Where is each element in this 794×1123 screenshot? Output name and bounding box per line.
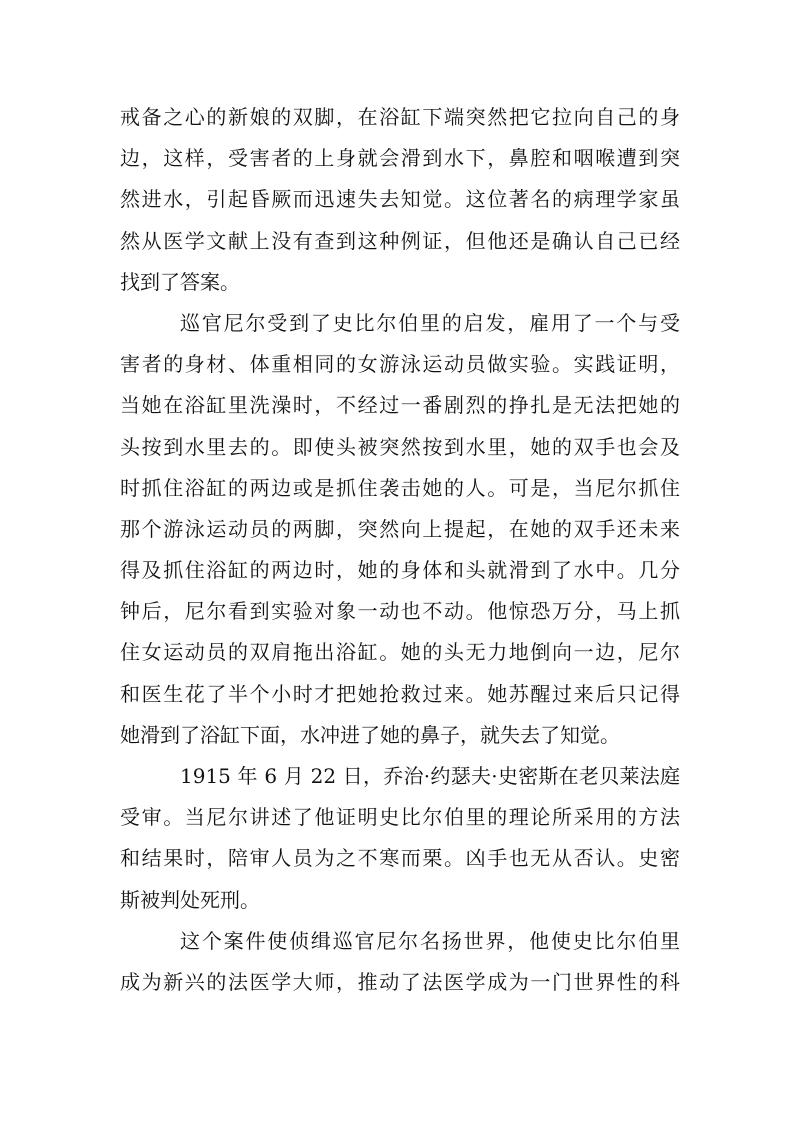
- text-line: 边，这样，受害者的上身就会滑到水下，鼻腔和咽喉遭到突: [120, 146, 680, 171]
- text-line: 戒备之心的新娘的双脚，在浴缸下端突然把它拉向自己的身: [120, 105, 680, 129]
- text-line: 害者的身材、体重相同的女游泳运动员做实验。实践证明，: [120, 352, 680, 377]
- text-line: 得及抓住浴缸的两边时，她的身体和头就滑到了水中。几分: [120, 558, 680, 583]
- text-line: 然进水，引起昏厥而迅速失去知觉。这位著名的病理学家虽: [120, 187, 680, 212]
- paragraph-first-line: 1915 年 6 月 22 日，乔治·约瑟夫·史密斯在老贝莱法庭: [180, 764, 680, 788]
- text-line: 受审。当尼尔讲述了他证明史比尔伯里的理论所采用的方法: [120, 805, 680, 830]
- text-line: 钟后，尼尔看到实验对象一动也不动。他惊恐万分，马上抓: [120, 599, 680, 624]
- text-line: 和结果时，陪审人员为之不寒而栗。凶手也无从否认。史密: [120, 846, 680, 871]
- body-text: [120, 97, 680, 1003]
- text-line: 和医生花了半个小时才把她抢救过来。她苏醒过来后只记得: [120, 681, 680, 706]
- text-line: 时抓住浴缸的两边或是抓住袭击她的人。可是，当尼尔抓住: [120, 475, 680, 500]
- text-line: 斯被判处死刑。: [120, 887, 260, 912]
- text-line: 她滑到了浴缸下面，水冲进了她的鼻子，就失去了知觉。: [120, 722, 620, 747]
- text-line: 成为新兴的法医学大师，推动了法医学成为一门世界性的科: [120, 969, 680, 994]
- text-line: 头按到水里去的。即使头被突然按到水里，她的双手也会及: [120, 434, 680, 459]
- paragraph-first-line: 这个案件使侦缉巡官尼尔名扬世界，他使史比尔伯里: [180, 928, 680, 953]
- text-line: 住女运动员的双肩拖出浴缸。她的头无力地倒向一边，尼尔: [120, 640, 680, 665]
- text-line: 找到了答案。: [120, 269, 240, 294]
- text-line: 然从医学文献上没有查到这种例证，但他还是确认自己已经: [120, 228, 680, 253]
- text-line: 那个游泳运动员的两脚，突然向上提起，在她的双手还未来: [120, 516, 680, 541]
- text-line: 当她在浴缸里洗澡时，不经过一番剧烈的挣扎是无法把她的: [120, 393, 680, 418]
- paragraph-first-line: 巡官尼尔受到了史比尔伯里的启发，雇用了一个与受: [180, 310, 680, 335]
